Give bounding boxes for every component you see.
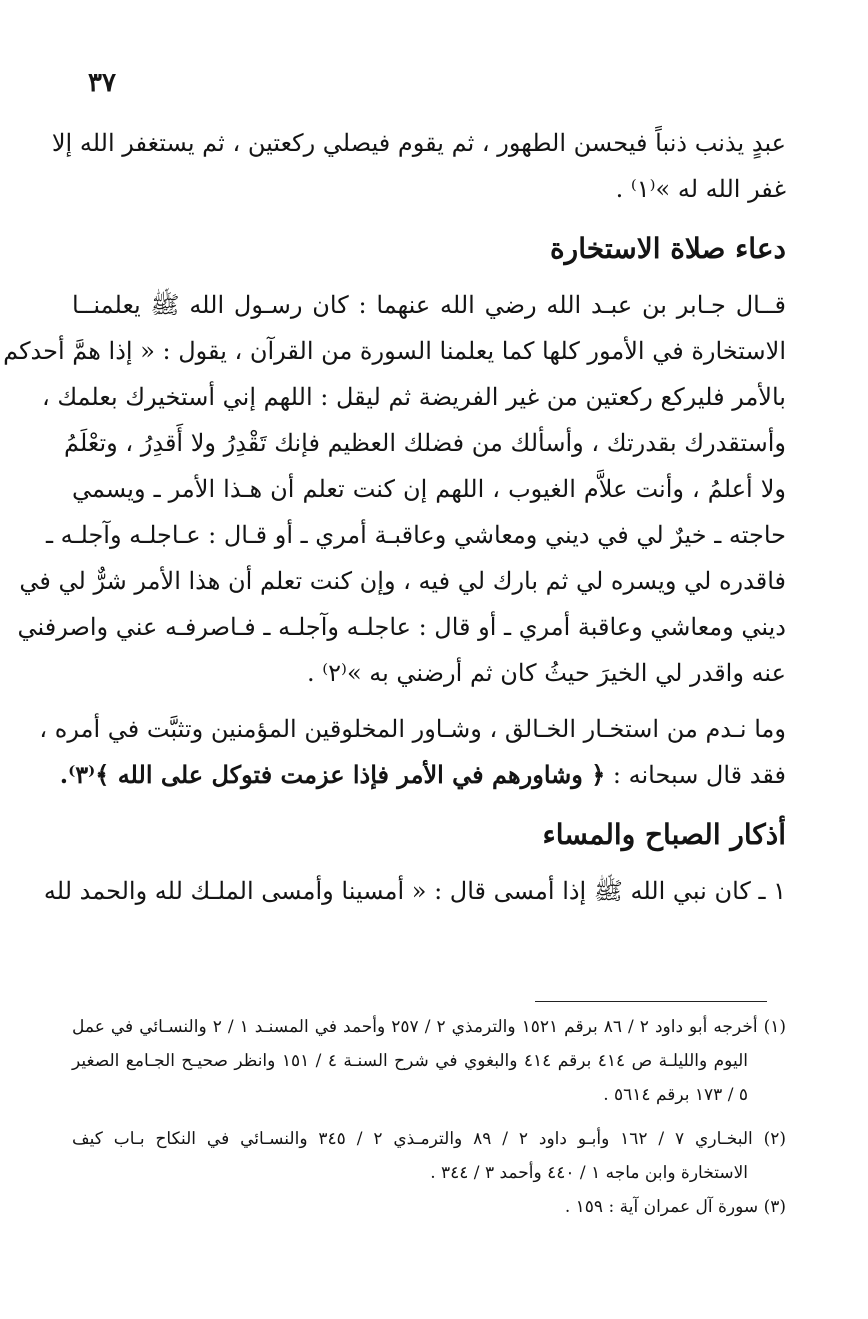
paragraph-line: فاقدره لي ويسره لي ثم بارك لي فيه ، وإن كنت تعلم أن هذا الأمر شرٌّ لي في: [19, 567, 786, 595]
main-text: [3, 120, 786, 914]
footnote-line: (٢) البخـاري ٧ / ١٦٢ وأبـو داود ٢ / ٨٩ والترمـذي ٢ / ٣٤٥ والنسـائي في النكاح بـاب كيف: [72, 1129, 787, 1149]
section-heading-adhkar: أذكار الصباح والمساء: [542, 818, 786, 851]
paragraph-line: الاستخارة في الأمور كلها كما يعلمنا السورة من القرآن ، يقول : « إذا همَّ أحدكم: [3, 337, 786, 365]
footnote-line: ٥ / ١٧٣ برقم ٥٦١٤ .: [603, 1085, 748, 1105]
page-number: ٣٧: [88, 68, 116, 98]
intro-line: غفر الله له »⁽١⁾ .: [615, 175, 786, 203]
paragraph-line: حاجته ـ خيرٌ لي في ديني ومعاشي وعاقبـة أمري ـ أو قـال : عـاجلـه وآجلـه ـ: [45, 521, 786, 549]
footnote-line: (٣) سورة آل عمران آية : ١٥٩ .: [564, 1197, 786, 1217]
quote-prefix: فقد قال سبحانه :: [605, 761, 786, 789]
footnotes: [72, 1010, 786, 1224]
footnote-gap: [72, 1112, 786, 1122]
paragraph-line: ١ ـ كان نبي الله ﷺ إذا أمسى قال : « أمسينا وأمسى الملـك لله والحمد لله: [43, 877, 786, 905]
footnote-line: اليوم والليلـة ص ٤١٤ برقم ٤١٤ والبغوي في شرح السنـة ٤ / ١٥١ وانظر صحيـح الجـامع الصغير: [72, 1051, 748, 1071]
intro-line: عبدٍ يذنب ذنباً فيحسن الطهور ، ثم يقوم فيصلي ركعتين ، ثم يستغفر الله إلا: [51, 129, 786, 157]
quran-verse: ﴿ وشاورهم في الأمر فإذا عزمت فتوكل على الله ﴾⁽٣⁾.: [59, 760, 606, 789]
paragraph-line: بالأمر فليركع ركعتين من غير الفريضة ثم ليقل : اللهم إني أستخيرك بعلمك ،: [41, 383, 786, 411]
footnote-divider: [535, 1001, 767, 1002]
paragraph-line: ولا أعلمُ ، وأنت علاَّم الغيوب ، اللهم إن كنت تعلم أن هـذا الأمر ـ ويسمي: [72, 475, 786, 503]
paragraph-line: ديني ومعاشي وعاقبة أمري ـ أو قال : عاجلـه وآجلـه ـ فـاصرفـه عني واصرفني: [17, 613, 786, 641]
quran-quote-line: [59, 752, 786, 798]
paragraph-line: وأستقدرك بقدرتك ، وأسألك من فضلك العظيم فإنك تَقْدِرُ ولا أَقدِرُ ، وتعْلَمُ: [63, 429, 786, 457]
footnote-line: الاستخارة وابن ماجه ١ / ٤٤٠ وأحمد ٣ / ٣٤٤ .: [430, 1163, 748, 1183]
paragraph-line: قــال جـابر بن عبـد الله رضي الله عنهما : كان رسـول الله ﷺ يعلمنــا: [72, 291, 786, 319]
paragraph-line: وما نـدم من استخـار الخـالق ، وشـاور المخلوقين المؤمنين وتثبَّت في أمره ،: [39, 715, 786, 743]
paragraph-line: عنه واقدر لي الخيرَ حيثُ كان ثم أرضني به »⁽٢⁾ .: [307, 659, 786, 687]
paragraph-gap: [72, 696, 786, 706]
section-heading-istikhara: دعاء صلاة الاستخارة: [550, 232, 786, 265]
footnote-line: (١) أخرجه أبو داود ٢ / ٨٦ برقم ١٥٢١ والترمذي ٢ / ٢٥٧ وأحمد في المسنـد ١ / ٢ والنسـائي في عمل: [72, 1017, 786, 1037]
